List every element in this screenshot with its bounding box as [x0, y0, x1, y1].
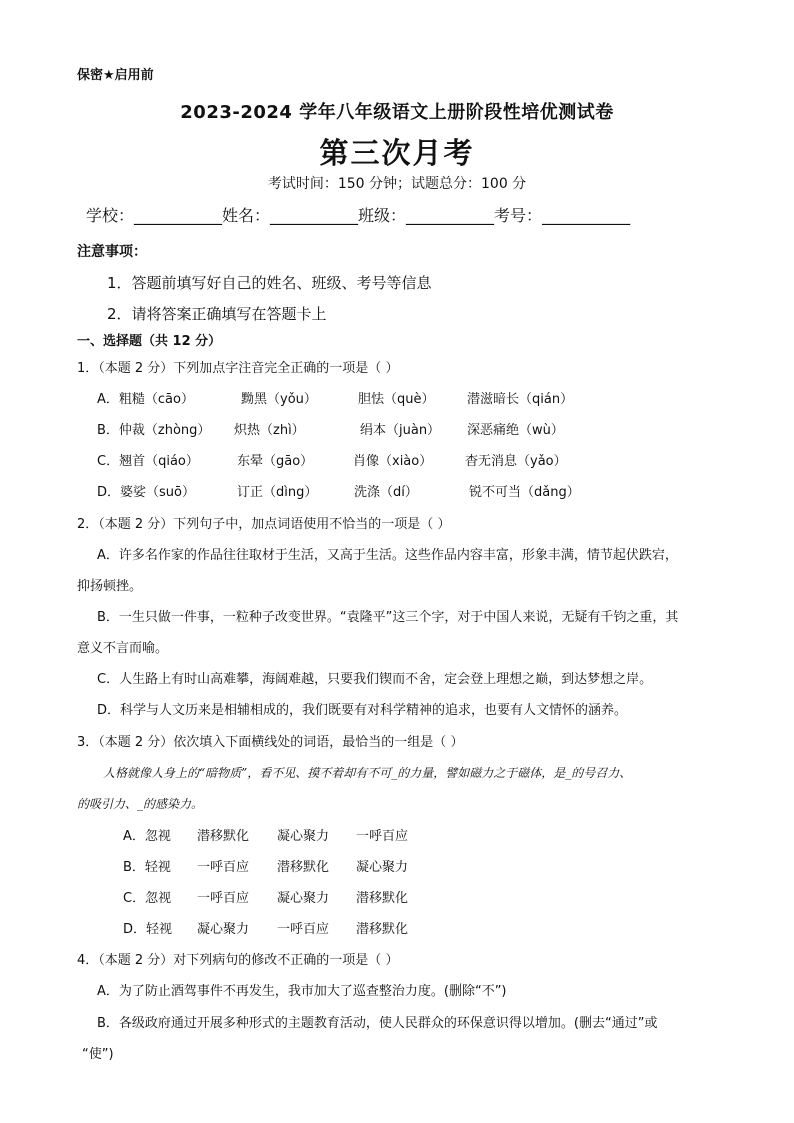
option-b-2: 一呼百应 — [197, 860, 250, 875]
option-d-3: 一呼百应 — [277, 922, 330, 937]
option-d-4: 潜移默化 — [356, 922, 409, 937]
option-d-1[interactable]: D．婆娑（suō） — [97, 485, 195, 500]
option-c-2: 东晕（gāo） — [237, 454, 314, 469]
question-2-option-a-cont: 抑扬顿挫。 — [77, 579, 143, 594]
option-d-4: 锐不可当（dǎng） — [469, 485, 580, 500]
option-c-1[interactable]: C．翘首（qiáo） — [97, 454, 199, 469]
option-d-2: 凝心聚力 — [197, 922, 250, 937]
question-2-option-d[interactable]: D．科学与人文历来是相辅相成的，我们既要有对科学精神的追求，也要有人文情怀的涵养。 — [97, 703, 628, 718]
question-2-option-a[interactable]: A．许多名作家的作品往往取材于生活，又高于生活。这些作品内容丰富，形象丰满，情节起伏跌宕， — [97, 548, 678, 563]
option-a-2: 黝黑（yǒu） — [241, 392, 317, 407]
exam-info: 考试时间：150 分钟；试题总分：100 分 — [267, 176, 527, 192]
option-a-4: 一呼百应 — [356, 829, 409, 844]
option-c-3: 凝心聚力 — [277, 891, 330, 906]
option-c-4: 杳无消息（yǎo） — [465, 454, 567, 469]
option-c-1[interactable]: C．忽视 — [123, 891, 172, 906]
option-c-4: 潜移默化 — [356, 891, 409, 906]
question-4-stem: 4．（本题 2 分）对下列病句的修改不正确的一项是（ ） — [77, 953, 399, 968]
option-d-3: 洗涤（dí） — [354, 485, 418, 500]
question-2-option-c[interactable]: C．人生路上有时山高难攀，海阔难越，只要我们锲而不舍，定会登上理想之巅，到达梦想之岸。 — [97, 672, 653, 687]
number-label: 考号： — [494, 206, 543, 225]
option-a-2: 潜移默化 — [197, 829, 250, 844]
school-blank[interactable]: ___________ — [134, 206, 223, 225]
option-a-3: 凝心聚力 — [277, 829, 330, 844]
question-2-option-b-cont: 意义不言而喻。 — [77, 641, 169, 656]
confidential-label: 保密★启用前 — [77, 68, 154, 83]
name-label: 姓名： — [222, 206, 271, 225]
question-2-option-b[interactable]: B．一生只做一件事，一粒种子改变世界。“袁隆平”这三个字，对于中国人来说，无疑有千钧之重，其 — [97, 610, 679, 625]
question-3-passage-cont: 的吸引力、_的感染力。 — [77, 797, 204, 811]
class-blank[interactable]: ___________ — [406, 206, 495, 225]
question-4-option-b[interactable]: B．各级政府通过开展多种形式的主题教育活动，使人民群众的环保意识得以增加。(删去“通过”或 — [97, 1016, 658, 1031]
exam-subtitle: 2023-2024 学年八年级语文上册阶段性培优测试卷 — [180, 102, 614, 123]
question-4-option-a[interactable]: A．为了防止酒驾事件不再发生，我市加大了巡查整治力度。(删除“不”) — [97, 984, 507, 999]
notice-heading: 注意事项： — [77, 244, 147, 260]
question-1-stem: 1．（本题 2 分）下列加点字注音完全正确的一项是（ ） — [77, 361, 399, 376]
option-d-2: 订正（dìng） — [237, 485, 318, 500]
option-b-2: 炽热（zhì） — [234, 423, 305, 438]
exam-title: 第三次月考 — [319, 136, 475, 170]
school-label: 学校： — [86, 206, 135, 225]
question-3-passage: 人格就像人身上的“暗物质”，看不见、摸不着却有不可_的力量，譬如磁力之于磁体，是_的号召力、 — [103, 766, 632, 780]
option-a-4: 潜滋暗长（qián） — [467, 392, 574, 407]
student-info-row — [86, 203, 630, 226]
option-b-3: 绢本（juàn） — [360, 423, 441, 438]
option-d-1[interactable]: D．轻视 — [123, 922, 173, 937]
option-b-1[interactable]: B．仲裁（zhòng） — [97, 423, 211, 438]
option-c-2: 一呼百应 — [197, 891, 250, 906]
option-b-3: 潜移默化 — [277, 860, 330, 875]
option-a-1[interactable]: A．粗糙（cāo） — [97, 392, 194, 407]
option-b-4: 凝心聚力 — [356, 860, 409, 875]
question-2-stem: 2．（本题 2 分）下列句子中，加点词语使用不恰当的一项是（ ） — [77, 517, 451, 532]
number-blank[interactable]: ___________ — [542, 206, 631, 225]
option-c-3: 肖像（xiào） — [353, 454, 433, 469]
notice-item: 1．答题前填写好自己的姓名、班级、考号等信息 — [107, 274, 432, 292]
option-b-4: 深恶痛绝（wù） — [467, 423, 564, 438]
question-3-stem: 3．（本题 2 分）依次填入下面横线处的词语，最恰当的一组是（ ） — [77, 735, 464, 750]
option-a-1[interactable]: A．忽视 — [123, 829, 171, 844]
notice-item: 2．请将答案正确填写在答题卡上 — [107, 305, 327, 323]
section-heading: 一、选择题（共 12 分） — [77, 334, 222, 349]
option-a-3: 胆怯（què） — [358, 392, 435, 407]
question-4-option-b-cont: “使”) — [82, 1047, 114, 1062]
class-label: 班级： — [358, 206, 407, 225]
name-blank[interactable]: ___________ — [270, 206, 359, 225]
option-b-1[interactable]: B．轻视 — [123, 860, 171, 875]
